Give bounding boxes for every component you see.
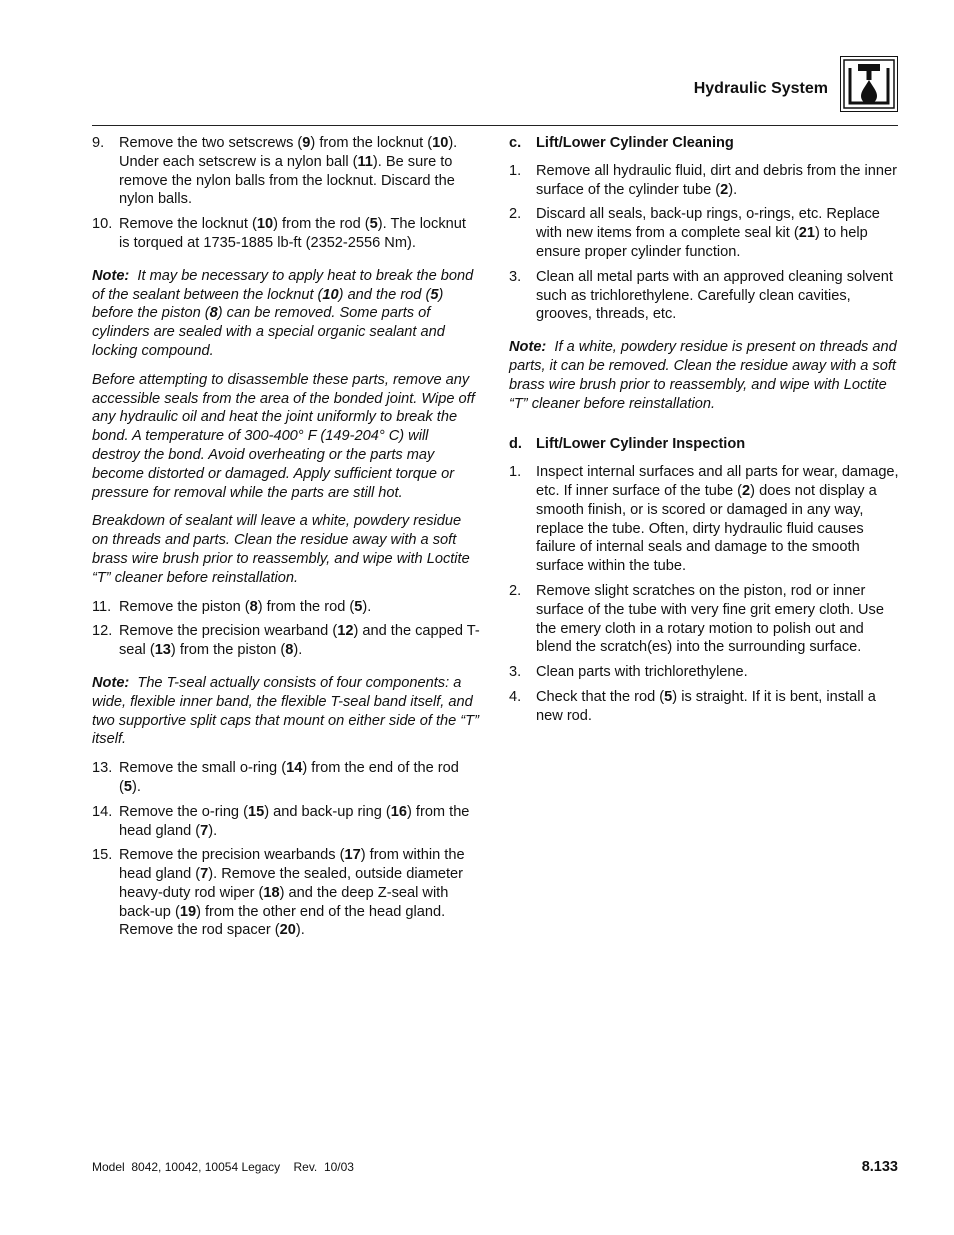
- footer-model-revision: Model 8042, 10042, 10054 Legacy Rev. 10/03: [92, 1160, 354, 1174]
- step-number: 11.: [92, 598, 112, 615]
- step-text: Inspect internal surfaces and all parts for wear, damage, etc. If inner surface of the tube (2) does not display a smooth finish, or is scored or damaged in any way, replace the tube. Often, dirty hydraulic fluid causes failure of internal seals and damage to the smooth surface within the tube.: [536, 464, 899, 575]
- section-heading-cleaning: [509, 134, 899, 153]
- step-number: 2.: [509, 206, 522, 223]
- step-number: 13.: [92, 760, 113, 777]
- step-text: Remove slight scratches on the piston, rod or inner surface of the tube with very fine grit emery cloth. Use the emery cloth in a rotary motion to polish out and blend the scratch(es) into the surrounding surface.: [536, 582, 884, 656]
- step-text: Clean parts with trichlorethylene.: [536, 664, 748, 681]
- step-text: Check that the rod (5) is straight. If it is bent, install a new rod.: [536, 688, 876, 724]
- step-item: [509, 268, 899, 324]
- step-item: [509, 463, 899, 576]
- note: Note: It may be necessary to apply heat to break the bond of the sealant between the locknut (10) and the rod (5) before the piston (8) can be removed. Some parts of cylinders are sealed with a special organic sealant and locking compound.: [92, 267, 474, 359]
- note-paragraph: Breakdown of sealant will leave a white, powdery residue on threads and parts. Clean the residue away with a soft brass wire brush prior to reassembly, and wipe with Loctite “T” cleaner before reinstallation.: [92, 513, 470, 586]
- step-number: 14.: [92, 803, 113, 820]
- step-item: [509, 663, 899, 682]
- step-item: [92, 215, 480, 253]
- right-column: [509, 134, 899, 732]
- section-letter: d.: [509, 436, 522, 453]
- step-text: Remove the small o-ring (14) from the end of the rod (5).: [119, 760, 459, 795]
- step-text: Remove the two setscrews (9) from the locknut (10). Under each setscrew is a nylon ball (11). Be sure to remove the nylon balls from the locknut. Discard the nylon balls.: [119, 135, 458, 208]
- note: Note: The T-seal actually consists of four components: a wide, flexible inner band, the flexible T-seal band itself, and two supportive split caps that mount on either side of the “T” itself.: [92, 674, 479, 748]
- step-text: Remove the o-ring (15) and back-up ring (16) from the head gland (7).: [119, 803, 470, 839]
- left-column: [92, 134, 480, 946]
- step-list: [509, 463, 899, 725]
- note: Note: If a white, powdery residue is present on threads and parts, it can be removed. Clean the residue away with a soft brass wire brush prior to reassembly, and wipe with Loctite “T” cleaner before reinstallation.: [509, 339, 897, 412]
- step-text: Remove the piston (8) from the rod (5).: [119, 598, 372, 615]
- hydraulic-drop-icon: [840, 56, 898, 112]
- step-number: 1.: [509, 464, 522, 481]
- step-text: Remove the precision wearbands (17) from within the head gland (7). Remove the sealed, outside diameter heavy-duty rod wiper (18) and the deep Z-seal with back-up (19) from the other end of the head gland. Remove the rod spacer (20).: [119, 847, 465, 939]
- step-number: 3.: [509, 268, 522, 285]
- step-number: 15.: [92, 847, 113, 864]
- step-number: 2.: [509, 582, 522, 599]
- note-paragraph: Before attempting to disassemble these parts, remove any accessible seals from the area of the bonded joint. Wipe off any hydraulic oil and heat the joint uniformly to break the bond. A temperature of 300-400° F (149-204° C) will destroy the bond. Avoid overheating or the parts may become distorted or damaged. Apply sufficient torque or pressure for removal while the parts are still hot.: [92, 371, 475, 501]
- step-number: 1.: [509, 162, 522, 179]
- step-list: [509, 162, 899, 324]
- step-text: Remove the precision wearband (12) and the capped T-seal (13) from the piston (8).: [119, 623, 480, 659]
- page-number: 8.133: [861, 1159, 898, 1175]
- step-number: 3.: [509, 664, 522, 681]
- step-list: [92, 759, 480, 940]
- step-text: Remove all hydraulic fluid, dirt and debris from the inner surface of the cylinder tube (2).: [536, 162, 897, 198]
- step-number: 9.: [92, 135, 105, 151]
- section-heading-inspection: [509, 435, 899, 454]
- step-item: [92, 622, 480, 660]
- header-divider: [92, 125, 898, 126]
- section-heading-text: Lift/Lower Cylinder Inspection: [536, 436, 746, 453]
- step-text: Remove the locknut (10) from the rod (5). The locknut is torqued at 1735-1885 lb-ft (2352-2556 Nm).: [119, 216, 466, 251]
- section-title: Hydraulic System: [693, 80, 828, 97]
- step-item: [92, 759, 480, 797]
- step-item: [509, 688, 899, 726]
- step-number: 12.: [92, 623, 113, 640]
- step-item: [92, 134, 480, 209]
- step-text: Discard all seals, back-up rings, o-rings, etc. Replace with new items from a complete seal kit (21) to help ensure proper cylinder function.: [536, 206, 880, 260]
- step-item: [92, 803, 480, 841]
- step-list: [92, 598, 480, 660]
- step-number: 10.: [92, 216, 113, 233]
- step-item: [509, 162, 899, 200]
- step-item: [92, 598, 480, 617]
- section-letter: c.: [509, 135, 522, 151]
- step-text: Clean all metal parts with an approved cleaning solvent such as trichlorethylene. Carefully clean cavities, grooves, threads, etc.: [536, 268, 893, 323]
- section-heading-text: Lift/Lower Cylinder Cleaning: [536, 135, 734, 151]
- step-item: [509, 582, 899, 657]
- step-item: [92, 846, 480, 940]
- step-item: [509, 205, 899, 261]
- step-list: [92, 134, 480, 253]
- step-number: 4.: [509, 688, 522, 705]
